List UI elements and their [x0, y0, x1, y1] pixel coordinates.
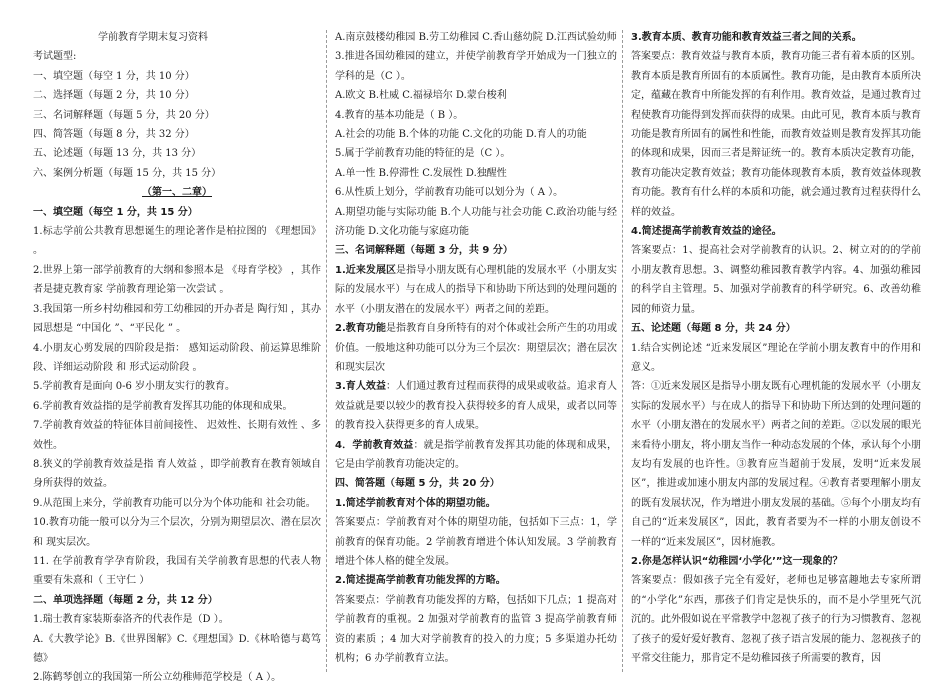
section-heading: 四、简答题（每题 5 分，共 20 分）: [335, 478, 500, 490]
text-paragraph: 5.学前教育是面向 0-6 岁小朋友实行的教育。: [33, 381, 236, 393]
term-label: 3.育人效益: [335, 381, 386, 393]
section-heading: 2.你是怎样认识“幼稚园‘小学化’”这一现象的？: [631, 555, 843, 567]
text-paragraph: 4.小朋友心剪发展的四阶段是指： 感知运动阶段、前运算思维阶段、详细运动阶段 和 形式运动阶段 。: [33, 342, 321, 373]
term-definition: [335, 377, 617, 435]
document-title: 学前教育学期末复习资料: [98, 32, 208, 43]
text-paragraph: 9.从范围上来分，学前教育功能可以分为个体功能和 社会功能。: [33, 497, 316, 509]
term-definition: [335, 261, 617, 319]
column-divider: [622, 30, 623, 672]
text-paragraph: 10.教育功能一般可以分为三个层次，分别为期望层次、潜在层次和 现实层次。: [33, 517, 321, 548]
text-paragraph: 答案要点：教育效益与教育本质，教育功能三者有着本质的区别。教育本质是教育所固有的本质属性。教育功能，是由教育本质所决定，蕴藏在教育中所能发挥的有利作用。教育效益，是通过教育过程使教育功能得到发挥而获得的成果。由此可见，教育本质与教育功能是教育所固有的属性和性能，而教育效益则是教育发挥其功能的体现和成果，因而三者是辩证统一的。教育本质决定教育功能，教育功能决定教育效益；教育功能体现教育本质，教育效益体现教育功能。教育有什么样的本质和功能，就会通过教育过程获得什么样的效益。: [631, 51, 921, 218]
text-paragraph: 2.陈鹤琴创立的我国第一所公立幼稚师范学校是（ A ）。: [33, 672, 282, 684]
section-heading: 一、填空题（每空 1 分，共 15 分）: [33, 206, 198, 218]
text-paragraph: 一、填空题（每空 1 分，共 10 分）: [33, 70, 195, 82]
section-heading: 二、单项选择题（每题 2 分，共 12 分）: [33, 594, 218, 606]
text-paragraph: 6.学前教育效益指的是学前教育发挥其功能的体现和成果。: [33, 400, 293, 412]
text-paragraph: 1.标志学前公共教育思想诞生的理论著作是柏拉图的 《理想国》 。: [33, 226, 321, 257]
section-heading: 1.简述学前教育对个体的期望功能。: [335, 497, 496, 509]
text-paragraph: 1.结合实例论述 “近来发展区”理论在学前小朋友教育中的作用和意义。: [631, 342, 921, 373]
text-paragraph: 五、论述题（每题 13 分，共 13 分）: [33, 148, 202, 160]
text-paragraph: 答：①近来发展区是指导小朋友既有心理机能的发展水平（小朋友实际的发展水平）与在成人的指导下和协助下所达到的处理问题的水平（小朋友潜在的发展水平）两者之间的差距。②以发展的眼光来看待小朋友，将小朋友当作一种动态发展的个体，承认每个小朋友均有发展的也许性。③教育应当超前于发展，发明“近来发展区”，推进或加速小朋友内部的发展过程。④教育者要理解小朋友的既有发展状况，作为增进小朋友发展的基础。⑤每个小朋友均有自己的“近来发展区”，因此，教育者要为不一样的小朋友创设不一样的“近来发展区”，因材施教。: [631, 381, 921, 548]
section-heading: 2.简述提高学前教育功能发挥的方略。: [335, 575, 506, 587]
chapter-label-text: （第一、二章）: [142, 187, 212, 199]
text-paragraph: 6.从性质上划分，学前教育功能可以划分为（ A ）。: [335, 187, 564, 199]
text-paragraph: 六、案例分析题（每题 15 分，共 15 分）: [33, 167, 222, 179]
term-text: ：就是指学前教育发挥其功能的体现和成果，它是由学前教育功能决定的。: [335, 439, 617, 470]
text-paragraph: A.期望功能与实际功能 B.个人功能与社会功能 C.政治功能与经济功能 D.文化功能与家庭功能: [335, 206, 617, 238]
term-text: ：人们通过教育过程而获得的成果或收益。追求育人效益就是要以较少的教育投入获得较多的育人成果，或者以同等的教育投入获得更多的育人成果。: [335, 381, 618, 432]
column-left: [33, 28, 321, 684]
text-paragraph: 答案要点：学前教育对个体的期望功能，包括如下三点：1，学前教育的保育功能。2 学前教育增进个体认知发展。3 学前教育增进个体人格的健全发展。: [335, 517, 617, 567]
text-paragraph: 8.狭义的学前教育效益是指 育人效益 ，即学前教育在教育领域自身所获得的效益。: [33, 458, 321, 490]
text-paragraph: 3.我国第一所乡村幼稚园和劳工幼稚园的开办者是 陶行知 ，其办园思想是 “中国化 ”、“平民化 ” 。: [33, 303, 321, 335]
column-divider: [326, 30, 327, 672]
term-label: 4．学前教育效益: [335, 439, 414, 451]
text-paragraph: 11. 在学前教育学孕育阶段，我国有关学前教育思想的代表人物重要有朱熹和（ 王守仁 ）: [33, 555, 321, 587]
text-paragraph: A.《大教学论》B.《世界图解》C.《理想国》D.《林哈德与葛笃德》: [33, 633, 321, 664]
text-paragraph: 2.世界上第一部学前教育的大纲和参照本是 《母育学校》 ，其作者是捷克教育家 学前教育理论第一次尝试 。: [33, 264, 321, 296]
text-paragraph: 5.属于学前教育功能的特征的是（C ）。: [335, 148, 511, 160]
section-heading: 五、论述题（每题 8 分，共 24 分）: [631, 323, 796, 335]
term-label: 1.近来发展区: [335, 264, 397, 276]
column-middle: [335, 28, 617, 672]
section-heading: 3.教育本质、教育功能和教育效益三者之间的关系。: [631, 32, 862, 43]
term-definition: [335, 436, 617, 475]
text-paragraph: A.欧文 B.杜威 C.福禄培尔 D.蒙台梭利: [335, 90, 507, 102]
text-paragraph: 4.教育的基本功能是（ B ）。: [335, 109, 464, 121]
text-paragraph: 四、简答题（每题 8 分，共 32 分）: [33, 129, 195, 141]
term-label: 2.教育功能: [335, 323, 386, 335]
section-heading: 三、名词解释题（每题 3 分，共 9 分）: [335, 245, 513, 257]
chapter-label: [33, 183, 321, 202]
text-paragraph: A.南京鼓楼幼稚园 B.劳工幼稚园 C.香山慈幼院 D.江西试验幼师: [335, 32, 617, 43]
term-text: 是指导小朋友既有心理机能的发展水平（小朋友实际的发展水平）与在成人的指导下和协助下所达到的处理问题的水平（小朋友潜在的发展水平）两者之间的差距。: [335, 264, 617, 315]
text-paragraph: 3.推进各国幼稚园的建立，并使学前教育学开始成为一门独立的学科的是（C ）。: [335, 51, 617, 82]
text-paragraph: A.社会的功能 B.个体的功能 C.文化的功能 D.育人的功能: [335, 129, 587, 141]
text-paragraph: 答案要点：假如孩子完全有爱好，老师也足够富趣地去专家所谓的“小学化”东西，那孩子们肯定是快乐的，而不是小学里死气沉沉的。此外假如说在平常教学中忽视了孩子的行为习惯教育、忽视了孩子的爱好爱好教育、忽视了孩子语言发展的能力、忽视孩子的平常交往能力，那肯定不是幼稚园孩子所需要的教育，因: [631, 575, 921, 664]
text-paragraph: 考试题型:: [33, 51, 77, 63]
column-right: [631, 28, 921, 672]
text-paragraph: A.单一性 B.停滞性 C.发展性 D.独醒性: [335, 167, 507, 179]
section-heading: 4.简述提高学前教育效益的途径。: [631, 226, 782, 238]
text-paragraph: 二、选择题（每题 2 分，共 10 分）: [33, 90, 195, 102]
text-paragraph: 7.学前教育效益的特征体目前间接性、 迟效性、长期有效性 、多效性。: [33, 420, 321, 451]
text-paragraph: 三、名词解释题（每题 5 分，共 20 分）: [33, 109, 215, 121]
text-paragraph: 1.瑞士教育家装斯泰洛齐的代表作是（D ）。: [33, 614, 229, 626]
term-text: 是指教育自身所特有的对个体或社会所产生的功用或价值。一般地这种功能可以分为三个层次：期望层次；潜在层次和现实层次: [335, 323, 618, 373]
term-definition: [335, 319, 617, 377]
text-paragraph: 答案要点：1、提高社会对学前教育的认识。2、树立对的的学前小朋友教育思想。3、调整幼稚园教育教学内容。4、加强幼稚园的科学自主管理。5、加强对学前教育的科学研究。6、改善幼稚园的师资力量。: [631, 245, 921, 315]
text-paragraph: 答案要点：学前教育功能发挥的方略，包括如下几点；1 提高对学前教育的重视。2 加强对学前教育的监管 3 提高学前教育师资的素质 ；4 加大对学前教育的投入的力度；5 多渠道办托幼机构；6 办学前教育立法。: [335, 594, 617, 664]
